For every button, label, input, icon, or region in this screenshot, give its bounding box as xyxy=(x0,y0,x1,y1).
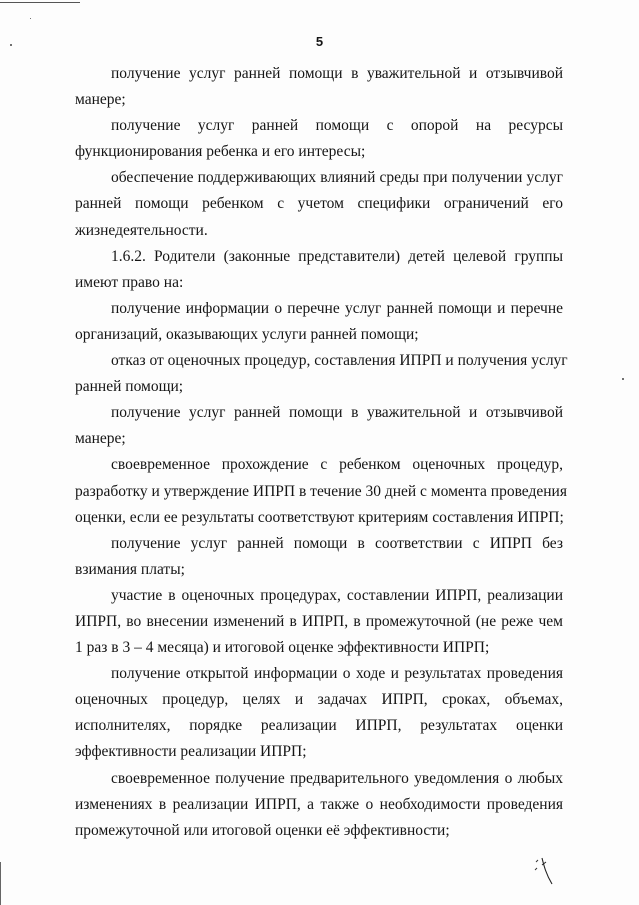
page-number: 5 xyxy=(315,34,324,49)
list-item-paragraph xyxy=(75,400,563,452)
text-line: разработку и утверждение ИПРП в течение 30 дней с момента проведения xyxy=(75,482,567,500)
text-line: имеют право на: xyxy=(75,273,184,291)
text-line: манере; xyxy=(75,91,126,109)
text-line: ИПРП, во внесении изменений в ИПРП, в промежуточной (не реже чем xyxy=(75,612,563,630)
list-item-paragraph xyxy=(75,165,563,243)
text-line: обеспечение поддерживающих влияний среды при получении услуг xyxy=(111,169,563,187)
text-line: участие в оценочных процедурах, составлении ИПРП, реализации xyxy=(111,586,563,604)
text-line: функционирования ребенка и его интересы; xyxy=(75,143,366,161)
scan-speck xyxy=(622,378,624,380)
text-line: 1 раз в 3 – 4 месяца) и итоговой оценке эффективности ИПРП; xyxy=(75,639,490,657)
list-item-paragraph xyxy=(75,766,563,844)
section-heading-paragraph xyxy=(75,244,563,296)
list-item-paragraph xyxy=(75,583,563,661)
text-line: оценочных процедур, целях и задачах ИПРП, сроках, объемах, xyxy=(75,691,563,709)
scan-edge-line xyxy=(0,2,80,3)
text-line: своевременное прохождение с ребенком оценочных процедур, xyxy=(111,456,563,474)
list-item-paragraph xyxy=(75,531,563,583)
scan-edge-line xyxy=(0,862,1,905)
text-line: изменениях в реализации ИПРП, а также о необходимости проведения xyxy=(75,795,563,813)
text-line: 1.6.2. Родители (законные представители) детей целевой группы xyxy=(111,247,563,265)
text-line: исполнителях, порядке реализации ИПРП, результатах оценки xyxy=(75,717,563,735)
text-line: своевременное получение предварительного уведомления о любых xyxy=(111,769,563,787)
text-line: оценки, если ее результаты соответствуют критериям составления ИПРП; xyxy=(75,508,564,526)
text-line: получение услуг ранней помощи в уважительной и отзывчивой xyxy=(111,404,563,422)
text-line: ранней помощи; xyxy=(75,378,184,396)
list-item-paragraph xyxy=(75,348,568,400)
scan-speck xyxy=(30,18,31,19)
text-line: ранней помощи ребенком с учетом специфики ограничений его xyxy=(75,195,563,213)
list-item-paragraph xyxy=(75,452,567,530)
text-line: получение информации о перечне услуг ранней помощи и перечне xyxy=(111,299,563,317)
text-line: организаций, оказывающих услуги ранней помощи; xyxy=(75,325,419,343)
text-line: получение услуг ранней помощи в уважительной и отзывчивой xyxy=(111,65,563,82)
text-line: получение открытой информации о ходе и результатах проведения xyxy=(111,665,563,683)
list-item-paragraph xyxy=(75,296,563,348)
list-item-paragraph xyxy=(75,61,563,113)
text-line: манере; xyxy=(75,430,126,448)
initials-mark xyxy=(532,856,558,886)
text-line: эффективности реализации ИПРП; xyxy=(75,743,307,761)
list-item-paragraph xyxy=(75,661,563,765)
text-line: промежуточной или итоговой оценки её эффективности; xyxy=(75,821,450,839)
text-line: получение услуг ранней помощи с опорой на ресурсы xyxy=(111,117,563,135)
text-line: взимания платы; xyxy=(75,560,185,578)
document-text xyxy=(75,61,568,844)
text-line: получение услуг ранней помощи в соответствии с ИПРП без xyxy=(111,534,563,552)
text-line: жизнедеятельности. xyxy=(75,221,208,239)
list-item-paragraph xyxy=(75,113,563,165)
text-line: отказ от оценочных процедур, составления ИПРП и получения услуг xyxy=(111,352,568,370)
